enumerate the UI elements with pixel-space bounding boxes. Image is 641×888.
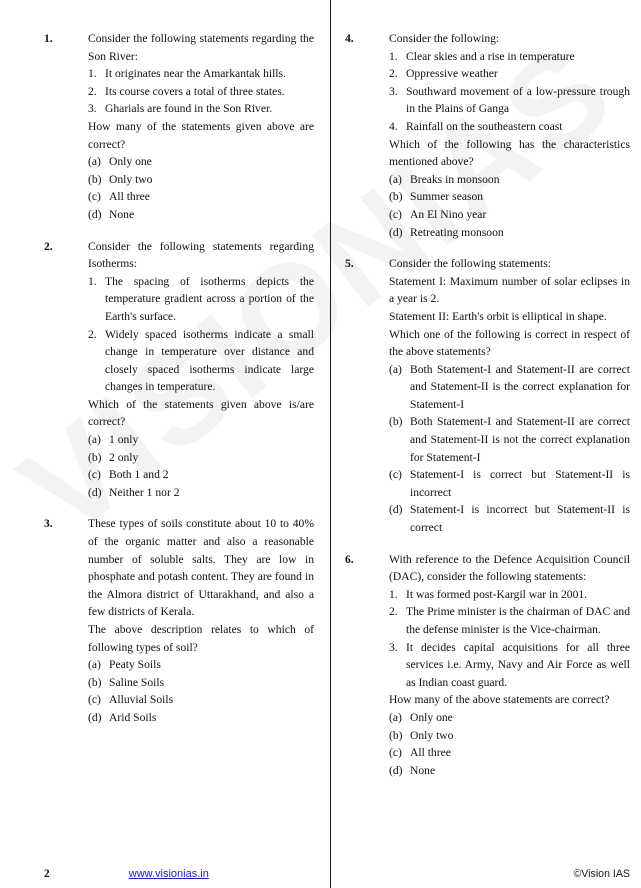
option-letter: (d) [389,503,403,517]
option-item[interactable] [389,501,630,536]
statement-item [88,273,314,326]
option-letter: (b) [88,172,102,186]
question-block [345,255,630,537]
option-list [389,361,630,537]
option-item[interactable] [389,744,630,762]
option-text: Both Statement-I and Statement-II are correct and Statement-II is the correct explanation for Statement-I [410,362,630,411]
question-number: 4. [345,32,354,45]
option-text: Both Statement-I and Statement-II are correct and Statement-II is not the correct explanation for Statement-I [410,415,630,464]
option-item[interactable] [389,466,630,501]
option-item[interactable] [88,709,314,727]
question-statement: Statement I: Maximum number of solar eclipses in a year is 2. [389,274,630,306]
option-letter: (c) [88,468,101,482]
page-number: 2 [44,868,50,880]
option-letter: (c) [389,207,402,221]
statement-number: 3. [389,84,398,98]
statement-list [88,65,314,118]
statement-item [389,639,630,692]
option-item[interactable] [389,727,630,745]
option-item[interactable] [88,206,314,224]
statement-item [389,48,630,66]
option-letter: (b) [389,728,403,742]
statement-text: It decides capital acquisitions for all three services i.e. Army, Navy and Air Force as well as Indian coast guard. [406,640,630,689]
option-list [88,656,314,726]
question-body [88,30,314,224]
question-number: 2. [44,239,53,253]
option-letter: (c) [88,693,101,707]
question-stem: With reference to the Defence Acquisition Council (DAC), consider the following statements: [389,552,630,584]
option-letter: (b) [389,190,403,204]
option-item[interactable] [88,674,314,692]
option-letter: (d) [88,485,102,499]
question-number: 6. [345,552,354,566]
statement-item [88,83,314,101]
option-item[interactable] [88,691,314,709]
option-text: Peaty Soils [109,658,161,672]
footer-right [331,860,641,888]
statement-number: 4. [389,119,398,133]
statement-list [88,273,314,396]
statement-text: Gharials are found in the Son River. [105,102,273,116]
statement-number: 3. [88,102,97,116]
option-letter: (a) [88,155,101,169]
option-letter: (a) [88,658,101,672]
option-letter: (d) [389,225,403,239]
option-item[interactable] [88,484,314,502]
left-column [0,0,330,741]
statement-item [389,586,630,604]
question-prompt: Which one of the following is correct in respect of the above statements? [389,327,630,359]
option-text: All three [109,190,150,204]
option-list [389,171,630,241]
column-divider [330,0,331,888]
option-text: All three [410,746,451,760]
option-letter: (b) [88,675,102,689]
option-text: Summer season [410,190,484,204]
question-prompt: How many of the above statements are correct? [389,693,610,707]
question-block [345,30,630,241]
option-letter: (b) [88,450,102,464]
statement-text: The Prime minister is the chairman of DAC and the defense minister is the Vice-chairman. [406,605,630,636]
statement-text: Its course covers a total of three states. [105,84,285,98]
question-number: 1. [44,32,53,45]
option-letter: (d) [389,763,403,777]
website-link[interactable]: www.visionias.in [128,868,209,880]
option-text: None [109,207,135,221]
option-text: Both 1 and 2 [109,468,169,482]
statement-item [389,65,630,83]
statement-list [389,586,630,692]
statement-item [88,65,314,83]
option-item[interactable] [88,171,314,189]
question-stem: Consider the following statements regarding the Son River: [88,32,314,63]
question-number: 5. [345,257,354,271]
question-body [389,255,630,537]
statement-text: It was formed post-Kargil war in 2001. [406,587,588,601]
option-item[interactable] [389,206,630,224]
option-text: Neither 1 nor 2 [109,485,180,499]
option-text: Alluvial Soils [109,693,174,707]
question-body [389,30,630,241]
option-letter: (c) [88,190,101,204]
statement-number: 1. [389,49,398,63]
option-item[interactable] [389,171,630,189]
question-prompt: Which of the following has the characteristics mentioned above? [389,137,630,169]
option-letter: (b) [389,415,403,429]
question-stem: Consider the following statements regarding Isotherms: [88,239,314,271]
option-letter: (a) [389,172,402,186]
option-item[interactable] [389,224,630,242]
statement-number: 1. [88,274,97,288]
statement-number: 2. [389,67,398,81]
statement-list [389,48,630,136]
question-block [44,515,314,726]
option-text: Retreating monsoon [410,225,504,239]
option-text: An El Nino year [410,207,487,221]
option-item[interactable] [389,413,630,466]
right-column [331,0,641,793]
option-text: Only one [109,155,152,169]
question-body [389,551,630,780]
question-body [88,238,314,502]
option-letter: (c) [389,468,402,482]
question-number: 3. [44,517,53,531]
option-letter: (a) [389,710,402,724]
statement-number: 2. [389,605,398,619]
option-letter: (a) [88,433,101,447]
statement-number: 3. [389,640,398,654]
option-item[interactable] [88,431,314,449]
question-block [345,551,630,780]
option-text: 1 only [109,433,139,447]
option-item[interactable] [389,188,630,206]
statement-item [389,83,630,118]
option-item[interactable] [88,466,314,484]
option-list [88,153,314,223]
question-stem: Consider the following: [389,32,500,45]
option-item[interactable] [389,762,630,780]
option-text: Arid Soils [109,710,157,724]
copyright-notice: ©Vision IAS [573,868,630,880]
option-letter: (d) [88,207,102,221]
option-text: 2 only [109,450,139,464]
question-body [88,515,314,726]
statement-number: 2. [88,84,97,98]
option-text: Only two [109,172,153,186]
option-item[interactable] [389,361,630,414]
statement-number: 2. [88,327,97,341]
statement-item [389,603,630,638]
option-text: Saline Soils [109,675,165,689]
question-prompt: Which of the statements given above is/are correct? [88,397,314,429]
question-block [44,238,314,502]
option-text: Breaks in monsoon [410,172,500,186]
statement-number: 1. [389,587,398,601]
statement-text: Oppressive weather [406,67,498,81]
question-stem: These types of soils constitute about 10 to 40% of the organic matter and also a reasonable number of soluble salts. They are low in phosphate and potash content. They are found in the Almora district of Uttarakhand, and also a few districts of Kerala. [88,517,314,619]
statement-item [88,326,314,396]
option-item[interactable] [88,188,314,206]
option-item[interactable] [389,709,630,727]
option-list [88,431,314,501]
option-text: Only one [410,710,453,724]
statement-text: Clear skies and a rise in temperature [406,49,575,63]
option-letter: (d) [88,710,102,724]
question-block [44,30,314,224]
statement-text: Southward movement of a low-pressure trough in the Plains of Ganga [406,84,630,116]
statement-text: It originates near the Amarkantak hills. [105,67,286,81]
option-text: Statement-I is incorrect but Statement-II is correct [410,503,630,535]
option-list [389,709,630,779]
option-item[interactable] [88,153,314,171]
option-text: Statement-I is correct but Statement-II is incorrect [410,468,630,499]
question-prompt: How many of the statements given above are correct? [88,119,314,151]
statement-text: Rainfall on the southeastern coast [406,119,563,133]
statement-text: The spacing of isotherms depicts the temperature gradient across a portion of the Earth's surface. [105,274,314,323]
question-statement: Statement II: Earth's orbit is elliptical in shape. [389,309,607,323]
option-item[interactable] [88,449,314,467]
option-letter: (a) [389,362,402,376]
question-stem: Consider the following statements: [389,257,551,271]
statement-item [389,118,630,136]
option-item[interactable] [88,656,314,674]
statement-text: Widely spaced isotherms indicate a small change in temperature over distance and closely spaced isotherms indicate large changes in temperature. [105,327,314,394]
option-text: Only two [410,728,454,742]
statement-item [88,100,314,118]
statement-number: 1. [88,67,97,81]
question-prompt: The above description relates to which of following types of soil? [88,623,314,654]
option-text: None [410,763,436,777]
option-letter: (c) [389,746,402,760]
footer-left [0,860,330,888]
